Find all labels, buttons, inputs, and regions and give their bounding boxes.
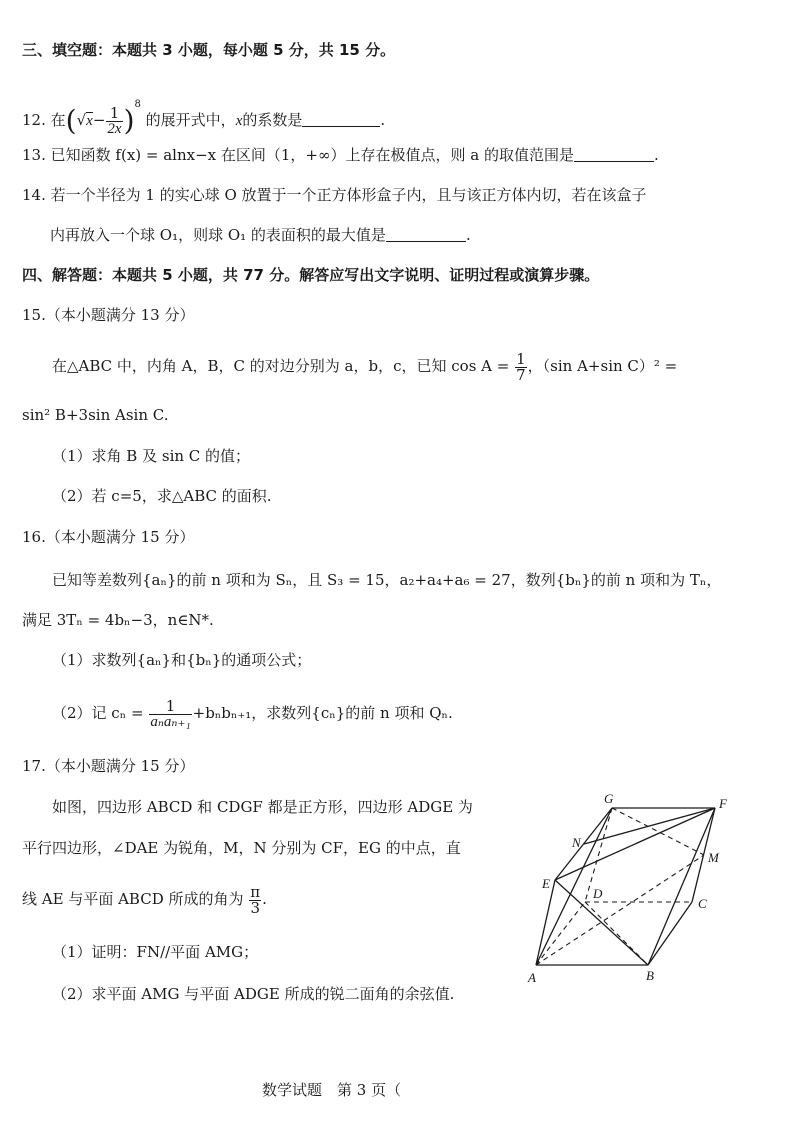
question-17-part-1: （1）证明：FN//平面 AMG； [52, 943, 259, 961]
radicand: x [86, 113, 93, 129]
question-16-header [22, 527, 194, 547]
variable: x [235, 113, 243, 129]
question-16-part-1: （1）求数列{aₙ}和{bₙ}的通项公式； [52, 651, 312, 669]
label-C: C [698, 896, 707, 911]
question-number: 14. [22, 186, 46, 204]
section-heading-fill-in: 三、填空题：本题共 3 小题，每小题 5 分，共 15 分。 [22, 41, 396, 59]
question-text: 已知函数 f(x) = alnx−x 在区间（1，+∞）上存在极值点，则 a 的取值范围是 [50, 146, 574, 164]
question-16-stem: 已知等差数列{aₙ}的前 n 项和为 Sₙ，且 S₃ = 15，a₂+a₄+a₆ = 27，数列{bₙ}的前 n 项和为 Tₙ， [52, 571, 722, 589]
label-N: N [572, 835, 581, 850]
question-16-part-2 [52, 697, 453, 730]
question-17-stem: 如图，四边形 ABCD 和 CDGF 都是正方形，四边形 ADGE 为 [52, 798, 473, 816]
part-text: （2）记 cₙ = [52, 704, 144, 722]
part-text-2: +bₙbₙ₊₁，求数列{cₙ}的前 n 项和 Qₙ. [192, 704, 453, 722]
answer-blank[interactable] [302, 112, 380, 127]
question-13 [22, 145, 659, 165]
question-text: 内再放入一个球 O₁，则球 O₁ 的表面积的最大值是 [50, 226, 386, 244]
hidden-edge-DB [585, 902, 648, 965]
edge-EA [536, 880, 555, 965]
answer-blank[interactable] [386, 227, 466, 242]
page-footer: 数学试题 第 3 页（ [262, 1081, 402, 1099]
fraction-angle: $\frac{\pi}{3}$ [250, 882, 261, 917]
stem-text: 线 AE 与平面 ABCD 所成的角为 [22, 890, 244, 908]
period: . [262, 890, 267, 908]
question-text: 在 [50, 111, 66, 129]
edge-BC [648, 902, 692, 965]
question-17-stem-line-2: 平行四边形，∠DAE 为锐角，M，N 分别为 CF，EG 的中点，直 [22, 839, 461, 857]
question-15-part-1: （1）求角 B 及 sin C 的值； [52, 447, 251, 465]
period: . [465, 226, 471, 244]
section-heading-solutions: 四、解答题：本题共 5 小题，共 77 分。解答应写出文字说明、证明过程或演算步骤。 [22, 266, 600, 284]
question-14 [22, 185, 647, 205]
label-E: E [542, 876, 550, 891]
label-G: G [604, 791, 614, 806]
question-number: 15. [22, 306, 46, 324]
edge-GE [555, 808, 612, 880]
label-B: B [646, 968, 654, 983]
question-text-2: 的展开式中， [145, 111, 236, 129]
question-number: 16. [22, 528, 46, 546]
question-15-header [22, 305, 194, 325]
question-15-stem [52, 350, 677, 383]
stem-text-2: ，（sin A+sin C）² = [527, 357, 678, 375]
question-12: 12. 在(√x− $\frac{1}{2x}$ )$^8$ 的展开式中，x的系数是 . [22, 99, 386, 137]
label-A: A [528, 970, 536, 985]
question-number: 13. [22, 146, 46, 164]
question-text-3: 的系数是 [242, 111, 303, 129]
fraction: $\frac{1}{2x}$ [107, 103, 122, 137]
label-D: D [593, 886, 603, 901]
geometry-figure [520, 790, 770, 995]
question-17-stem-line-3 [22, 883, 267, 916]
question-number: 17. [22, 757, 46, 775]
period: . [380, 111, 386, 129]
answer-blank[interactable] [574, 147, 654, 162]
label-F: F [719, 796, 727, 811]
question-17-part-2: （2）求平面 AMG 与平面 ADGE 所成的锐二面角的余弦值. [52, 985, 455, 1003]
fraction-cn: $\frac{1}{\text{aₙaₙ₊₁}}$ [150, 696, 191, 730]
label-M: M [708, 850, 719, 865]
question-16-stem-line-2: 满足 3Tₙ = 4bₙ−3，n∈N*. [22, 611, 214, 629]
score-note: （本小题满分 15 分） [45, 757, 195, 775]
question-17-header [22, 756, 194, 776]
question-14-line-2 [50, 225, 471, 245]
edge-BF [648, 808, 715, 965]
score-note: （本小题满分 13 分） [45, 306, 195, 324]
exponent: 8 [134, 99, 141, 110]
question-15-part-2: （2）若 c=5，求△ABC 的面积. [52, 487, 272, 505]
fraction-cos: $\frac{1}{7}$ [516, 349, 526, 384]
question-15-stem-line-2: sin² B+3sin Asin C. [22, 406, 169, 424]
stem-text: 在△ABC 中，内角 A，B，C 的对边分别为 a，b，c，已知 cos A = [52, 357, 510, 375]
score-note: （本小题满分 15 分） [45, 528, 195, 546]
question-text: 若一个半径为 1 的实心球 O 放置于一个正方体形盒子内，且与该正方体内切，若在该盒子 [50, 186, 647, 204]
period: . [653, 146, 659, 164]
question-number: 12. [22, 111, 46, 129]
